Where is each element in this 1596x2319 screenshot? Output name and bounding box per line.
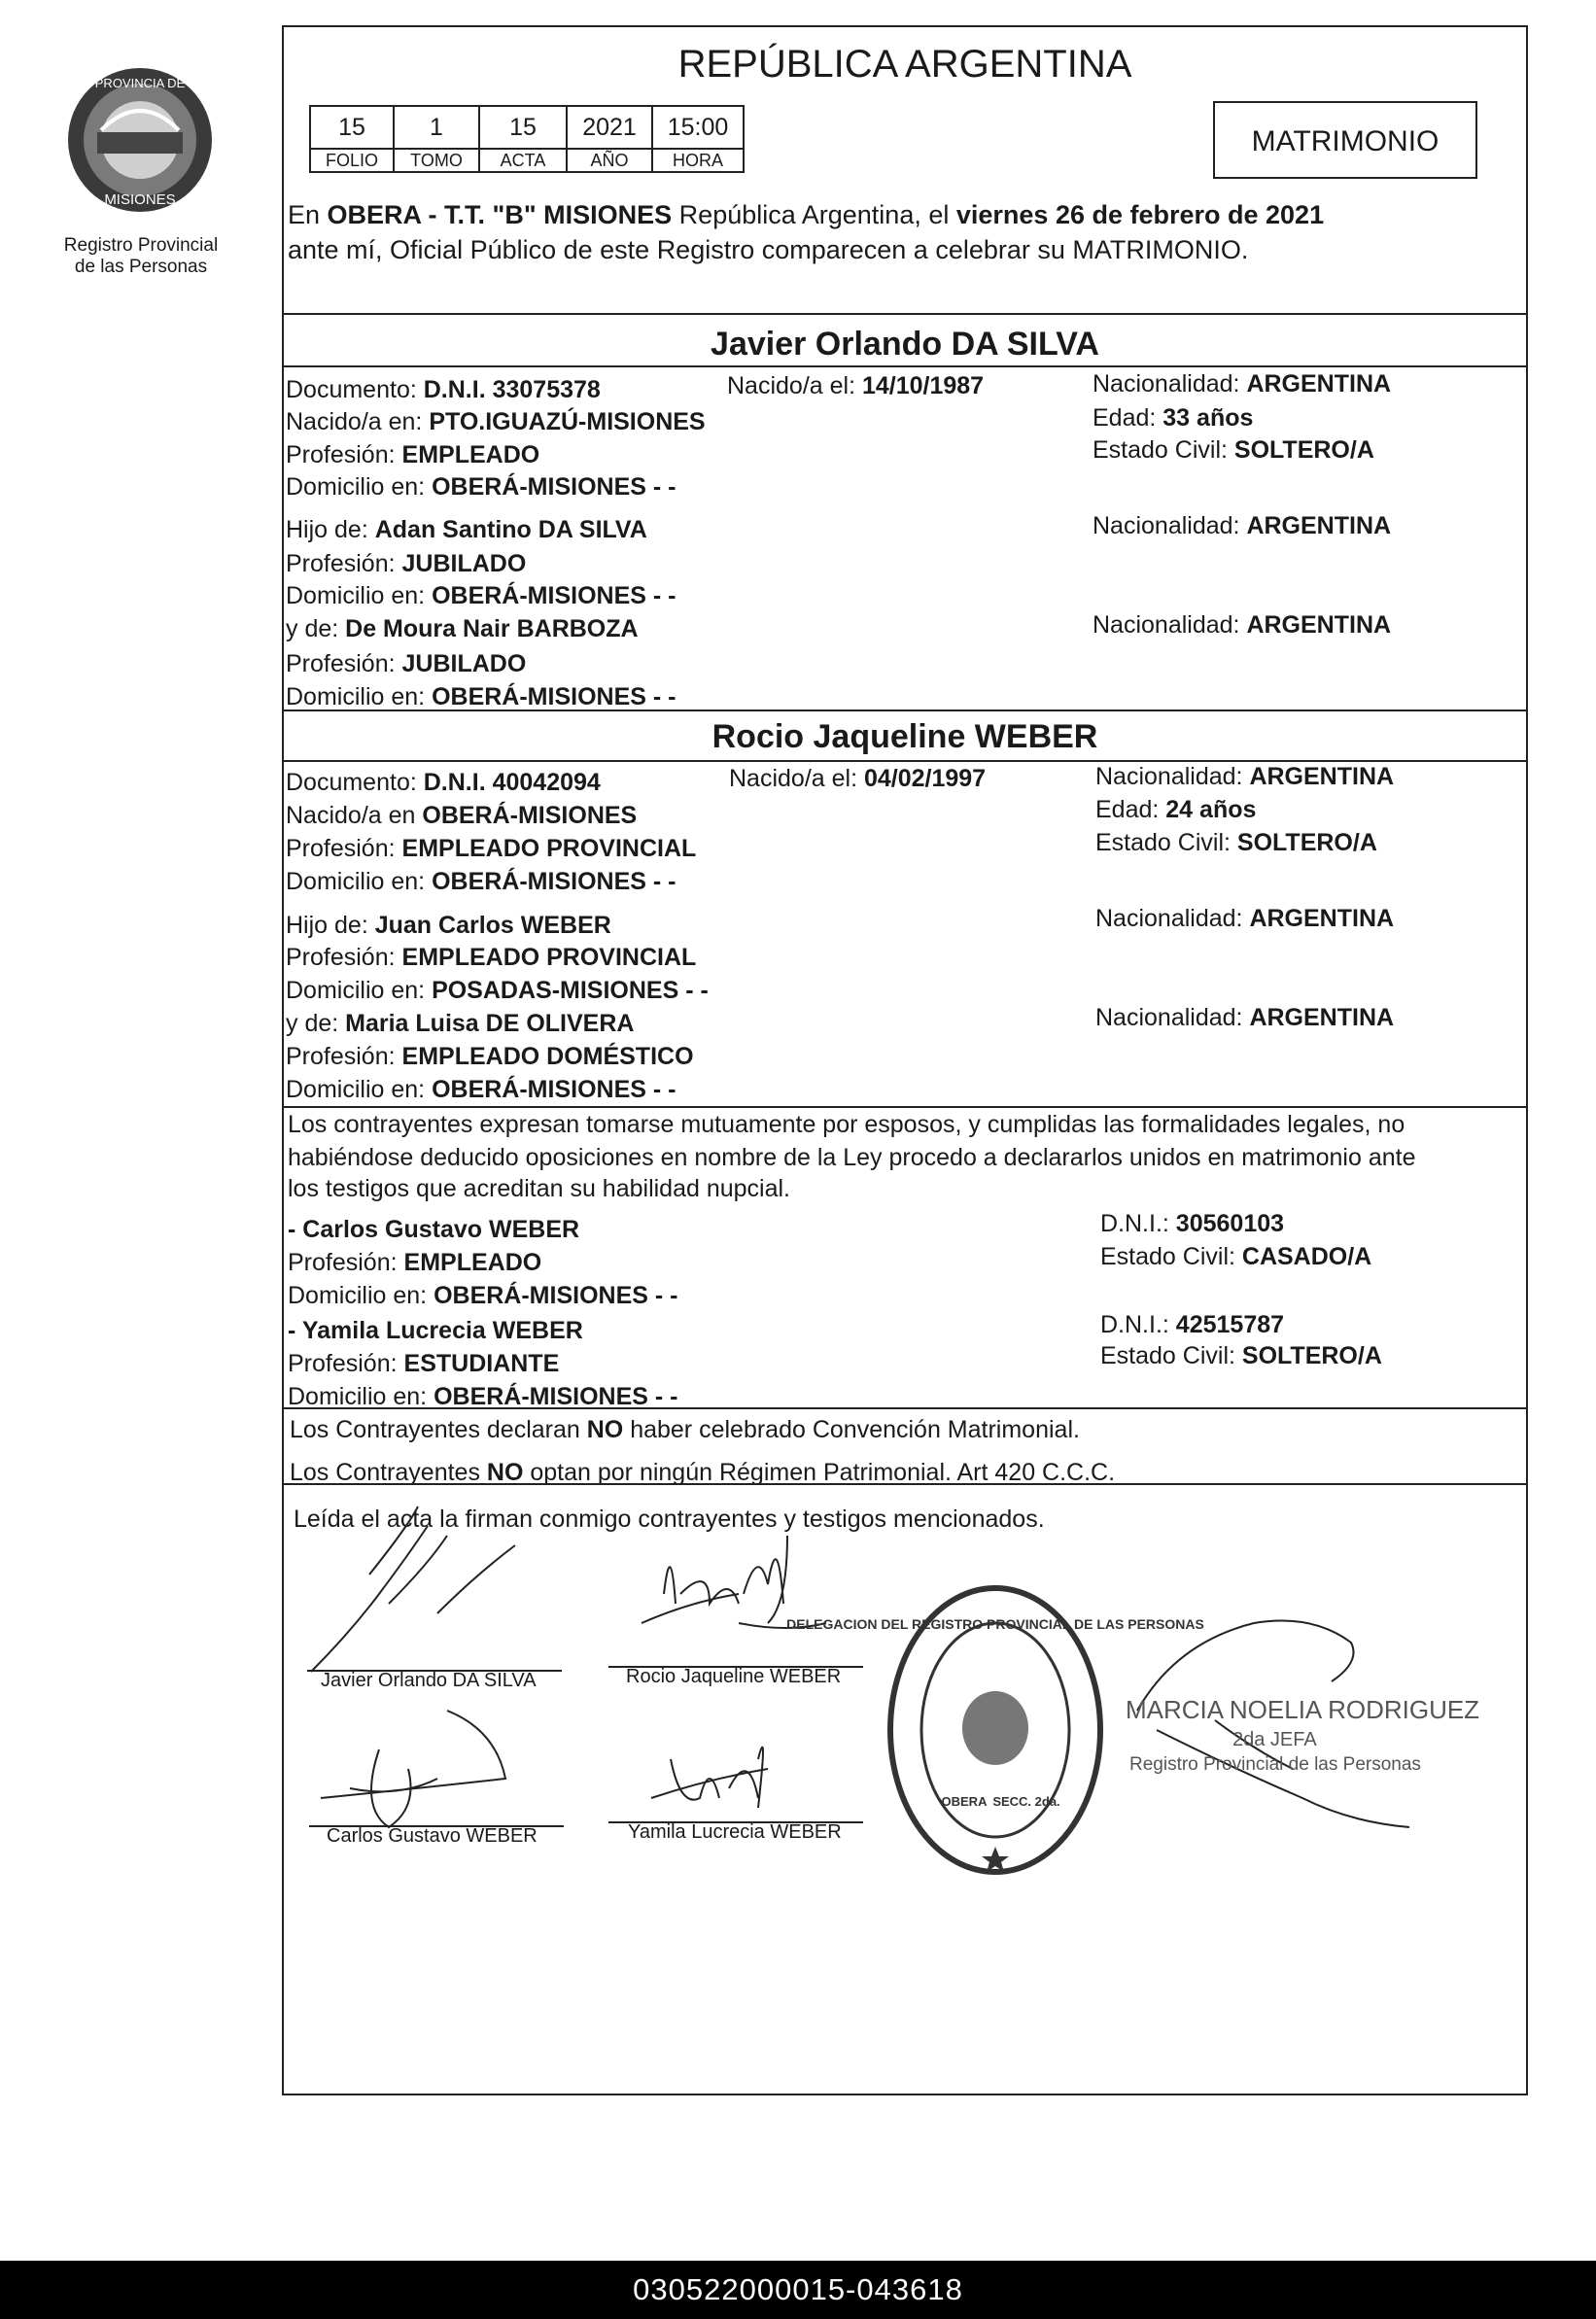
- spouse1-mother-nationality: Nacionalidad: ARGENTINA: [1093, 611, 1392, 639]
- witness1-profession: Profesión: EMPLEADO: [288, 1249, 542, 1276]
- convention-line1: Los Contrayentes declaran NO haber celebrado Convención Matrimonial.: [290, 1416, 1080, 1443]
- province-logo: [62, 62, 218, 218]
- spouse2-mother-nationality: Nacionalidad: ARGENTINA: [1095, 1004, 1395, 1031]
- document-title: REPÚBLICA ARGENTINA: [677, 43, 1132, 86]
- closing-text: Leída el acta la firman conmigo contrayentes y testigos mencionados.: [294, 1506, 1045, 1533]
- spouse1-doc: Documento: D.N.I. 33075378: [286, 376, 601, 403]
- convention-line2: Los Contrayentes NO optan por ningún Régimen Patrimonial. Art 420 C.C.C.: [290, 1459, 1116, 1486]
- divider: [282, 1483, 1528, 1485]
- intro-date: viernes 26 de febrero de 2021: [955, 200, 1325, 229]
- hour-value: 15:00: [652, 106, 744, 149]
- signature-javier: [311, 1506, 515, 1672]
- signature-yamila: [651, 1748, 768, 1808]
- record-table: [309, 105, 745, 173]
- spouse1-birth: Nacido/a el: 14/10/1987: [727, 372, 985, 399]
- witness2-civil-status: Estado Civil: SOLTERO/A: [1100, 1342, 1382, 1369]
- official-office: Registro Provincial de las Personas: [1129, 1754, 1421, 1775]
- acta-value: 15: [479, 106, 567, 149]
- spouse2-born-in: Nacido/a en OBERÁ-MISIONES: [286, 802, 638, 829]
- declaration-line3: los testigos que acreditan su habilidad nupcial.: [288, 1175, 791, 1202]
- witness1-address: Domicilio en: OBERÁ-MISIONES - -: [288, 1282, 678, 1309]
- spouse1-nationality: Nacionalidad: ARGENTINA: [1093, 370, 1392, 398]
- tomo-value: 1: [394, 106, 479, 149]
- spouse1-mother-profession: Profesión: JUBILADO: [286, 650, 527, 677]
- spouse2-father-profession: Profesión: EMPLEADO PROVINCIAL: [286, 944, 697, 971]
- signature-label-yamila: Yamila Lucrecia WEBER: [628, 1821, 842, 1843]
- spouse1-father-nationality: Nacionalidad: ARGENTINA: [1093, 512, 1392, 539]
- witness2-dni: D.N.I.: 42515787: [1100, 1311, 1285, 1338]
- intro-line2: ante mí, Oficial Público de este Registro comparecen a celebrar su MATRIMONIO.: [288, 235, 1249, 264]
- spouse1-address: Domicilio en: OBERÁ-MISIONES - -: [286, 473, 677, 501]
- spouse2-father-address: Domicilio en: POSADAS-MISIONES - -: [286, 977, 709, 1004]
- hour-label: HORA: [652, 149, 744, 172]
- spouse2-birth: Nacido/a el: 04/02/1997: [729, 765, 987, 792]
- spouse2-address: Domicilio en: OBERÁ-MISIONES - -: [286, 868, 677, 895]
- folio-value: 15: [310, 106, 394, 149]
- official-name: MARCIA NOELIA RODRIGUEZ: [1126, 1695, 1480, 1724]
- divider: [282, 1407, 1528, 1409]
- svg-text:MISIONES: MISIONES: [104, 191, 176, 208]
- acta-label: ACTA: [479, 149, 567, 172]
- year-label: AÑO: [567, 149, 652, 172]
- witness1-dni: D.N.I.: 30560103: [1100, 1210, 1285, 1237]
- divider: [282, 710, 1528, 711]
- logo-caption-line1: Registro Provincial: [63, 235, 219, 256]
- spouse2-father-nationality: Nacionalidad: ARGENTINA: [1095, 905, 1395, 932]
- intro-place: OBERA - T.T. "B" MISIONES: [327, 200, 673, 229]
- spouse2-father: Hijo de: Juan Carlos WEBER: [286, 912, 611, 939]
- spouse1-name: Javier Orlando DA SILVA: [711, 326, 1099, 363]
- signature-label-rocio: Rocio Jaqueline WEBER: [626, 1666, 842, 1687]
- spouse1-father-profession: Profesión: JUBILADO: [286, 550, 527, 577]
- spouse1-born-in: Nacido/a en: PTO.IGUAZÚ-MISIONES: [286, 408, 706, 435]
- folio-label: FOLIO: [310, 149, 394, 172]
- spouse2-civil-status: Estado Civil: SOLTERO/A: [1095, 829, 1377, 856]
- signature-carlos: [321, 1711, 505, 1827]
- spouse2-doc: Documento: D.N.I. 40042094: [286, 769, 601, 796]
- spouse2-mother-address: Domicilio en: OBERÁ-MISIONES - -: [286, 1076, 677, 1103]
- official-role: 2da JEFA: [1232, 1729, 1317, 1750]
- signature-label-javier: Javier Orlando DA SILVA: [321, 1670, 537, 1691]
- logo-caption: [39, 235, 243, 278]
- declaration-line2: habiéndose deducido oposiciones en nombre de la Ley procedo a declararlos unidos en matrimonio ante: [288, 1144, 1416, 1171]
- spouse2-age: Edad: 24 años: [1095, 796, 1257, 823]
- spouse1-father-address: Domicilio en: OBERÁ-MISIONES - -: [286, 582, 677, 609]
- year-value: 2021: [567, 106, 652, 149]
- intro-p2: República Argentina, el: [672, 200, 956, 229]
- spouse2-mother: y de: Maria Luisa DE OLIVERA: [286, 1010, 635, 1037]
- intro-line1: [288, 200, 1324, 229]
- spouse1-age: Edad: 33 años: [1093, 404, 1254, 432]
- spouse1-mother: y de: De Moura Nair BARBOZA: [286, 615, 639, 642]
- divider: [282, 313, 1528, 315]
- spouse2-profession: Profesión: EMPLEADO PROVINCIAL: [286, 835, 697, 862]
- svg-text:PROVINCIA DE: PROVINCIA DE: [94, 76, 186, 90]
- spouse2-name: Rocio Jaqueline WEBER: [711, 718, 1098, 755]
- spouse1-profession: Profesión: EMPLEADO: [286, 441, 540, 468]
- svg-text:DELEGACION DEL REGISTRO PROVIN: DELEGACION DEL REGISTRO PROVINCIAL DE LAS PERSONAS: [786, 1616, 1204, 1632]
- intro-p1: En: [288, 200, 328, 229]
- signature-label-carlos: Carlos Gustavo WEBER: [327, 1825, 538, 1847]
- record-type-box: MATRIMONIO: [1213, 101, 1477, 179]
- spouse1-father: Hijo de: Adan Santino DA SILVA: [286, 516, 647, 543]
- witness2-address: Domicilio en: OBERÁ-MISIONES - -: [288, 1383, 678, 1410]
- document-barcode-number: 030522000015-043618: [0, 2261, 1596, 2319]
- logo-caption-line2: de las Personas: [74, 257, 208, 277]
- spouse1-civil-status: Estado Civil: SOLTERO/A: [1093, 436, 1374, 464]
- tomo-label: TOMO: [394, 149, 479, 172]
- spouse2-mother-profession: Profesión: EMPLEADO DOMÉSTICO: [286, 1043, 694, 1070]
- witness1-civil-status: Estado Civil: CASADO/A: [1100, 1243, 1372, 1270]
- witness2-profession: Profesión: ESTUDIANTE: [288, 1350, 560, 1377]
- official-seal: [786, 1582, 1204, 1878]
- divider: [282, 1106, 1528, 1108]
- spouse2-nationality: Nacionalidad: ARGENTINA: [1095, 763, 1395, 790]
- witness2-name: - Yamila Lucrecia WEBER: [288, 1317, 583, 1344]
- svg-text:OBERA: OBERA: [941, 1794, 988, 1809]
- declaration-line1: Los contrayentes expresan tomarse mutuamente por esposos, y cumplidas las formalidades legales, no: [288, 1111, 1405, 1138]
- witness1-name: - Carlos Gustavo WEBER: [288, 1216, 580, 1243]
- spouse1-mother-address: Domicilio en: OBERÁ-MISIONES - -: [286, 683, 677, 710]
- divider: [282, 365, 1528, 367]
- signature-rocio: [642, 1536, 826, 1628]
- svg-text:SECC. 2da.: SECC. 2da.: [992, 1794, 1060, 1809]
